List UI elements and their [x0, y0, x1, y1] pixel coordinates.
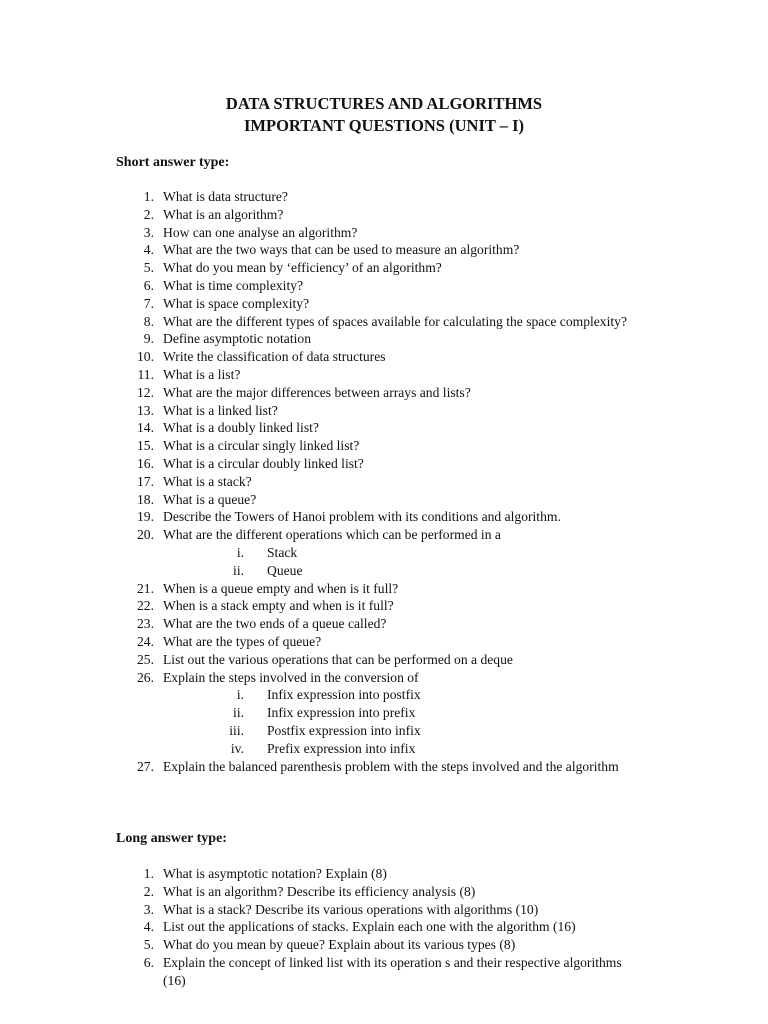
list-item: 9. Define asymptotic notation [143, 331, 311, 347]
list-item: 5. What do you mean by ‘efficiency’ of an algorithm? [143, 260, 442, 276]
list-item: 3. How can one analyse an algorithm? [143, 224, 358, 240]
list-item: 17. What is a stack? [137, 473, 252, 489]
list-item: 7. What is space complexity? [143, 295, 310, 311]
sub-list [0, 544, 768, 580]
list-item: 22. When is a stack empty and when is it full? [137, 598, 394, 614]
list-item: 2. What is an algorithm? [143, 206, 284, 222]
list-item: 1. What is data structure? [143, 189, 288, 204]
sub-list-item: iv. Prefix expression into infix [230, 740, 416, 756]
list-item: 27. Explain the balanced parenthesis problem with the steps involved and the algorithm [137, 758, 619, 774]
list-item: 21. When is a queue empty and when is it full? [137, 580, 399, 596]
sub-list-item: i. Infix expression into postfix [236, 687, 421, 703]
list-item: 1. What is asymptotic notation? Explain (8) [143, 866, 387, 881]
list-item: 19. Describe the Towers of Hanoi problem with its conditions and algorithm. [137, 509, 561, 525]
list-item: 25. List out the various operations that can be performed on a deque [137, 651, 513, 667]
list-item: 23. What are the two ends of a queue called? [137, 616, 387, 632]
sub-list-item: iii. Postfix expression into infix [229, 722, 421, 738]
short-answer-heading: Short answer type: [116, 155, 230, 170]
long-answer-heading: Long answer type: [116, 831, 227, 846]
list-item: 18. What is a queue? [137, 491, 257, 507]
list-item: 2. What is an algorithm? Describe its efficiency analysis (8) [143, 883, 476, 899]
list-item: 16. What is a circular doubly linked list? [137, 455, 364, 471]
document-title: DATA STRUCTURES AND ALGORITHMS [225, 94, 543, 113]
list-item: 12. What are the major differences between arrays and lists? [137, 384, 471, 400]
list-item: 13. What is a linked list? [137, 402, 278, 418]
list-item: 6. What is time complexity? [143, 277, 304, 293]
list-item: 15. What is a circular singly linked list? [137, 438, 360, 454]
short-answer-list [0, 188, 768, 775]
list-item: 24. What are the types of queue? [137, 633, 322, 649]
list-item: 4. What are the two ways that can be used to measure an algorithm? [143, 242, 520, 258]
sub-list [0, 686, 768, 757]
long-answer-list [0, 865, 768, 990]
document-subtitle: IMPORTANT QUESTIONS (UNIT – I) [244, 116, 524, 135]
list-item: 6. Explain the concept of linked list with its operation s and their respective algorithms (16) [143, 954, 622, 988]
list-item: 26. Explain the steps involved in the conversion of [137, 669, 419, 685]
sub-list-item: ii. Infix expression into prefix [233, 705, 416, 721]
list-item: 8. What are the different types of spaces available for calculating the space complexity? [143, 313, 627, 329]
sub-list-item: ii. Queue [233, 562, 303, 578]
sub-list-item: i. Stack [236, 544, 298, 560]
list-item: 4. List out the applications of stacks. Explain each one with the algorithm (16) [143, 919, 576, 935]
list-item: 14. What is a doubly linked list? [137, 420, 319, 436]
list-item: 20. What are the different operations which can be performed in a [137, 527, 501, 543]
list-item: 3. What is a stack? Describe its various operations with algorithms (10) [143, 901, 539, 917]
list-item: 5. What do you mean by queue? Explain about its various types (8) [143, 937, 516, 953]
list-item: 11. What is a list? [137, 366, 241, 382]
list-item: 10. Write the classification of data structures [137, 349, 386, 365]
